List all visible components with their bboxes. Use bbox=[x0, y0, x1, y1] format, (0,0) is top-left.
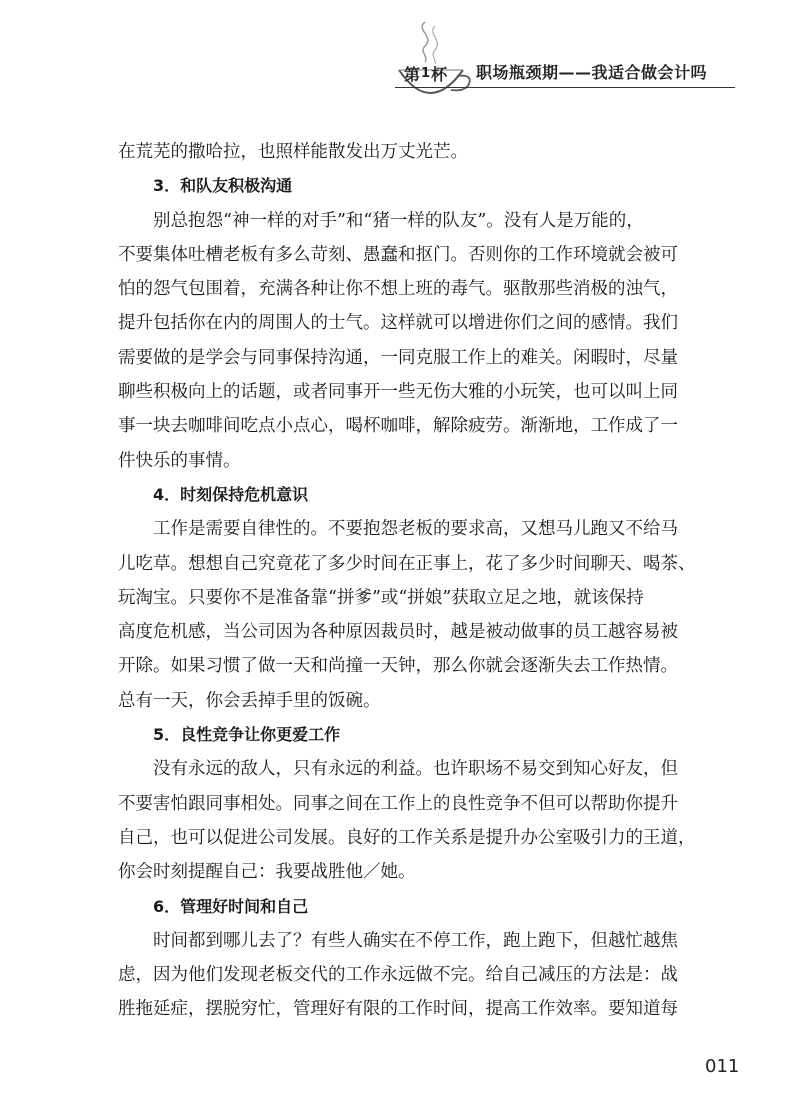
running-header bbox=[0, 0, 790, 110]
text-line: 事一块去咖啡间吃点小点心，喝杯咖啡，解除疲劳。渐渐地，工作成了一 bbox=[118, 416, 678, 437]
chapter-prefix: 第 bbox=[404, 64, 421, 84]
text-line: 高度危机感，当公司因为各种原因裁员时，越是被动做事的员工越容易被 bbox=[118, 622, 678, 643]
chapter-title: 职场瓶颈期——我适合做会计吗 bbox=[476, 63, 708, 82]
text-line: 怕的怨气包围着，充满各种让你不想上班的毒气。驱散那些消极的浊气， bbox=[118, 279, 678, 300]
text-line: 开除。如果习惯了做一天和尚撞一天钟，那么你就会逐渐失去工作热情。 bbox=[118, 656, 678, 677]
text-line: 总有一天，你会丢掉手里的饭碗。 bbox=[118, 690, 381, 711]
text-line: 聊些积极向上的话题，或者同事开一些无伤大雅的小玩笑，也可以叫上同 bbox=[118, 382, 678, 403]
page-body bbox=[118, 135, 696, 1027]
chapter-tag bbox=[404, 62, 447, 84]
text-line: 儿吃草。想想自己究竟花了多少时间在正事上，花了多少时间聊天、喝茶、 bbox=[118, 553, 696, 574]
page-number: 011 bbox=[705, 1056, 740, 1077]
text-line: 需要做的是学会与同事保持沟通，一同克服工作上的难关。闲暇时，尽量 bbox=[118, 347, 678, 368]
text-line: 你会时刻提醒自己：我要战胜他／她。 bbox=[118, 862, 416, 883]
text-line: 胜拖延症，摆脱穷忙，管理好有限的工作时间，提高工作效率。要知道每 bbox=[118, 999, 678, 1020]
chapter-number: 1 bbox=[421, 65, 431, 81]
section-heading: 4．时刻保持危机意识 bbox=[153, 484, 309, 504]
text-line: 提升包括你在内的周围人的士气。这样就可以增进你们之间的感情。我们 bbox=[118, 313, 678, 334]
text-line: 虑，因为他们发现老板交代的工作永远做不完。给自己减压的方法是：战 bbox=[118, 965, 678, 986]
text-line: 自己，也可以促进公司发展。良好的工作关系是提升办公室吸引力的王道， bbox=[118, 827, 696, 848]
chapter-suffix: 杯 bbox=[431, 64, 448, 84]
text-line: 时间都到哪儿去了？有些人确实在不停工作，跑上跑下，但越忙越焦 bbox=[153, 930, 678, 951]
text-line: 别总抱怨“神一样的对手”和“猪一样的队友”。没有人是万能的， bbox=[153, 210, 644, 231]
header-rule bbox=[395, 87, 735, 88]
text-line: 工作是需要自律性的。不要抱怨老板的要求高，又想马儿跑又不给马 bbox=[153, 519, 678, 540]
text-line: 在荒芜的撒哈拉，也照样能散发出万丈光芒。 bbox=[118, 142, 468, 162]
section-heading: 5．良性竞争让你更爱工作 bbox=[153, 725, 341, 745]
text-line: 不要害怕跟同事相处。同事之间在工作上的良性竞争不但可以帮助你提升 bbox=[118, 793, 678, 814]
section-heading: 6．管理好时间和自己 bbox=[153, 896, 309, 916]
text-line: 玩淘宝。只要你不是准备靠“拼爹”或“拼娘”获取立足之地，就该保持 bbox=[118, 587, 644, 608]
text-line: 不要集体吐槽老板有多么苛刻、愚蠢和抠门。否则你的工作环境就会被可 bbox=[118, 244, 678, 265]
text-line: 没有永远的敌人，只有永远的利益。也许职场不易交到知心好友，但 bbox=[153, 759, 678, 780]
section-heading: 3．和队友积极沟通 bbox=[153, 176, 293, 196]
text-line: 件快乐的事情。 bbox=[118, 450, 241, 471]
